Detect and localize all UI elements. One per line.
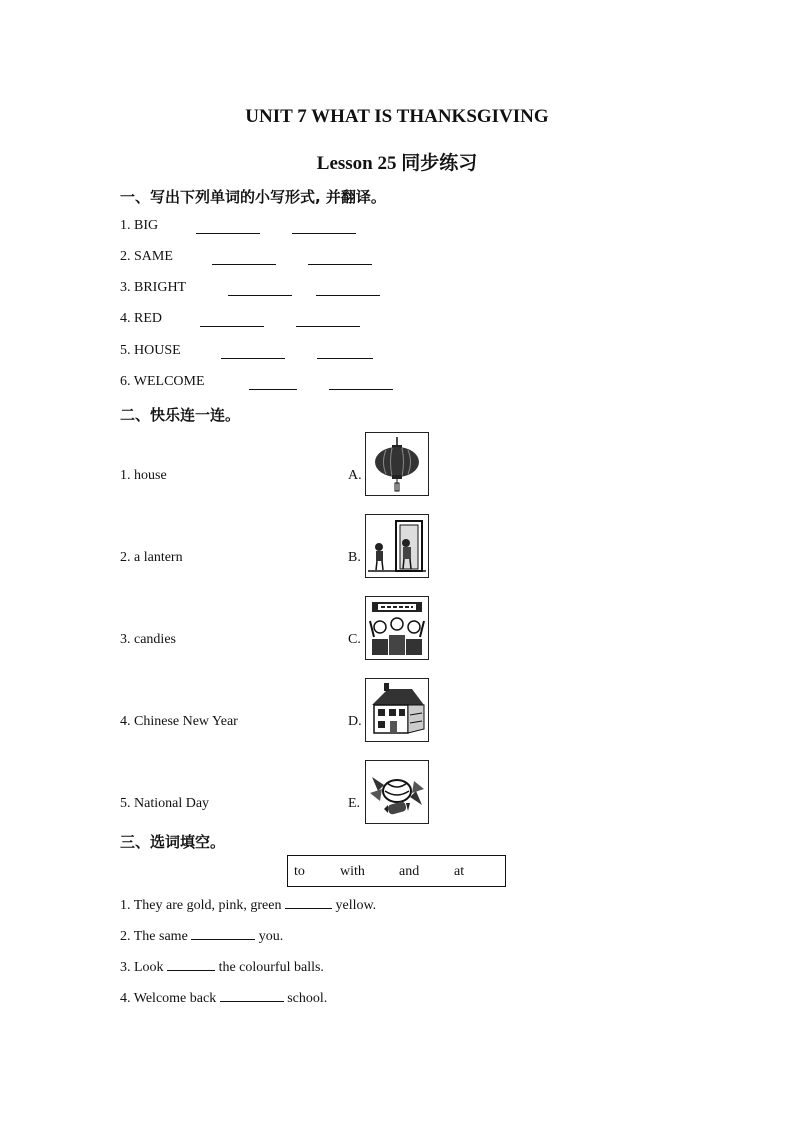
house-icon [366,679,428,741]
match-letter[interactable]: D. [348,714,362,729]
fill-question-text: 1. They are gold, pink, green [120,898,282,913]
question-label: 3. BRIGHT [120,280,187,295]
question-label: 6. WELCOME [120,374,205,389]
fill-question-text: yellow. [335,898,377,913]
word-bank [287,855,506,887]
question-row [120,374,205,390]
question-label: 1. BIG [120,218,159,233]
answer-blank[interactable] [167,958,215,971]
lantern-picture[interactable] [365,432,429,496]
answer-blank[interactable] [220,989,284,1002]
word-bank-option[interactable]: with [340,864,365,879]
word-bank-option[interactable]: and [399,864,420,879]
question-row [120,249,173,265]
word-bank-option[interactable]: at [454,864,465,879]
answer-blank[interactable] [249,377,297,390]
answer-blank[interactable] [200,314,264,327]
match-letter[interactable]: A. [348,468,362,483]
answer-blank[interactable] [212,252,276,265]
candy-icon [366,761,428,823]
match-word[interactable]: 3. candies [120,632,176,647]
door-visitors-icon [366,515,428,577]
fill-question-text: you. [258,929,284,944]
fill-question [120,958,324,976]
question-label: 4. RED [120,311,162,326]
fill-question-text: 2. The same [120,929,188,944]
fill-question-text: 3. Look [120,960,164,975]
door-visitors-picture[interactable] [365,514,429,578]
question-row [120,218,158,234]
answer-blank[interactable] [329,377,393,390]
match-letter[interactable]: E. [348,796,361,811]
question-row [120,343,181,359]
question-label: 2. SAME [120,249,173,264]
page-subtitle: Lesson 25 同步练习 [316,153,478,174]
match-letter[interactable]: C. [348,632,361,647]
candy-picture[interactable] [365,760,429,824]
answer-blank[interactable] [296,314,360,327]
match-word[interactable]: 2. a lantern [120,550,183,565]
answer-blank[interactable] [221,346,285,359]
celebration-icon [366,597,428,659]
question-row [120,311,162,327]
question-label: 5. HOUSE [120,343,181,358]
answer-blank[interactable] [196,221,260,234]
fill-question [120,896,376,914]
match-word[interactable]: 1. house [120,468,167,483]
match-word[interactable]: 4. Chinese New Year [120,714,238,729]
fill-question-text: 4. Welcome back [120,991,217,1006]
fill-question-text: school. [287,991,328,1006]
section1-heading: 一、写出下列单词的小写形式, 并翻译。 [120,188,386,206]
question-row [120,280,186,296]
answer-blank[interactable] [292,221,356,234]
answer-blank[interactable] [317,346,373,359]
answer-blank[interactable] [308,252,372,265]
section3-heading: 三、选词填空。 [120,833,226,851]
house-picture[interactable] [365,678,429,742]
match-letter[interactable]: B. [348,550,361,565]
match-word[interactable]: 5. National Day [120,796,210,811]
fill-question [120,989,327,1007]
lantern-icon [366,433,428,495]
answer-blank[interactable] [228,283,292,296]
fill-question-text: the colourful balls. [218,960,324,975]
answer-blank[interactable] [191,927,255,940]
answer-blank[interactable] [316,283,380,296]
celebration-picture[interactable] [365,596,429,660]
word-bank-option[interactable]: to [294,864,305,879]
section2-heading: 二、快乐连一连。 [120,406,241,424]
fill-question [120,927,283,945]
page-title: UNIT 7 WHAT IS THANKSGIVING [245,106,549,127]
answer-blank[interactable] [285,896,332,909]
